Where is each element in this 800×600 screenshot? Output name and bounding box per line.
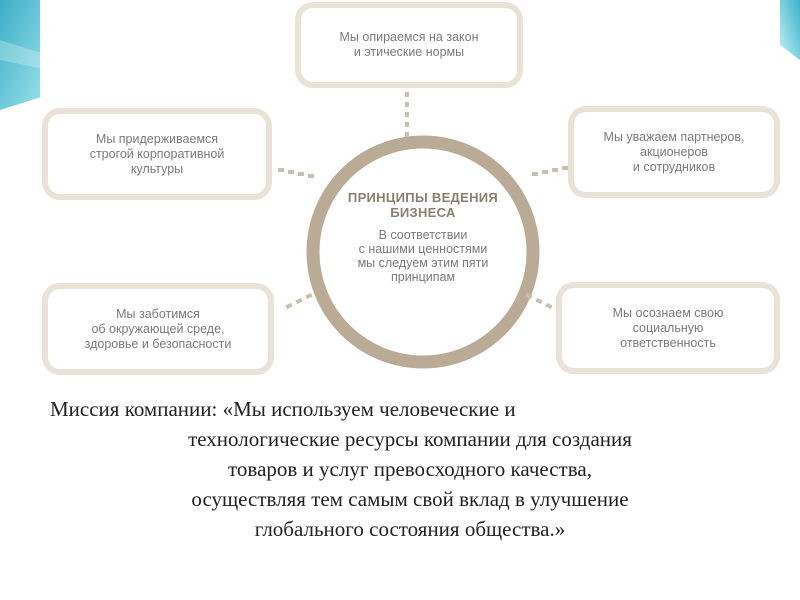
center-subtitle <box>338 228 508 284</box>
center-title <box>338 190 508 220</box>
principle-text-line: Мы придерживаемся <box>95 131 219 146</box>
center-title-line: БИЗНЕСА <box>390 205 456 220</box>
mission-line: Миссия компании: «Мы используем человеческие и <box>50 397 516 421</box>
principle-text-line: акционеров <box>640 144 708 159</box>
center-subtitle-line: В соответствии <box>378 228 468 242</box>
principle-text-line: здоровье и безопасности <box>84 336 232 351</box>
principle-box-corporate-culture <box>42 108 272 200</box>
principle-box-law <box>295 2 523 88</box>
mission-line: глобального состояния общества.» <box>254 517 566 541</box>
principle-text-line: культуры <box>130 161 184 176</box>
principle-text-line: и сотрудников <box>632 159 716 174</box>
principle-text-line: Мы осознаем свою <box>612 305 724 320</box>
principle-text-line: Мы опираемся на закон <box>339 30 479 44</box>
center-subtitle-line: с нашими ценностями <box>358 242 488 256</box>
principle-box-partners <box>568 106 780 198</box>
principle-text-line: ответственность <box>620 335 716 350</box>
principle-text-line: Мы уважаем партнеров, <box>603 129 745 144</box>
business-principles-diagram <box>40 0 780 385</box>
principle-text-line: об окружающей среде, <box>91 321 225 336</box>
center-subtitle-line: принципам <box>390 270 456 284</box>
mission-line: осуществляя тем самым свой вклад в улучшение <box>191 487 629 511</box>
principle-text-line: и этические нормы <box>353 45 465 59</box>
center-title-line: ПРИНЦИПЫ ВЕДЕНИЯ <box>347 190 499 205</box>
principle-box-social-responsibility <box>556 282 780 374</box>
principle-text-line: социальную <box>632 320 704 335</box>
center-subtitle-line: мы следуем этим пяти <box>357 256 489 270</box>
mission-line: товаров и услуг превосходного качества, <box>228 457 592 481</box>
mission-line: технологические ресурсы компании для создания <box>188 427 632 451</box>
principle-box-environment <box>42 283 274 375</box>
mission-statement <box>40 394 780 544</box>
center-label <box>338 190 508 284</box>
principle-text-line: Мы заботимся <box>116 306 200 321</box>
principle-text-line: строгой корпоративной <box>89 146 225 161</box>
